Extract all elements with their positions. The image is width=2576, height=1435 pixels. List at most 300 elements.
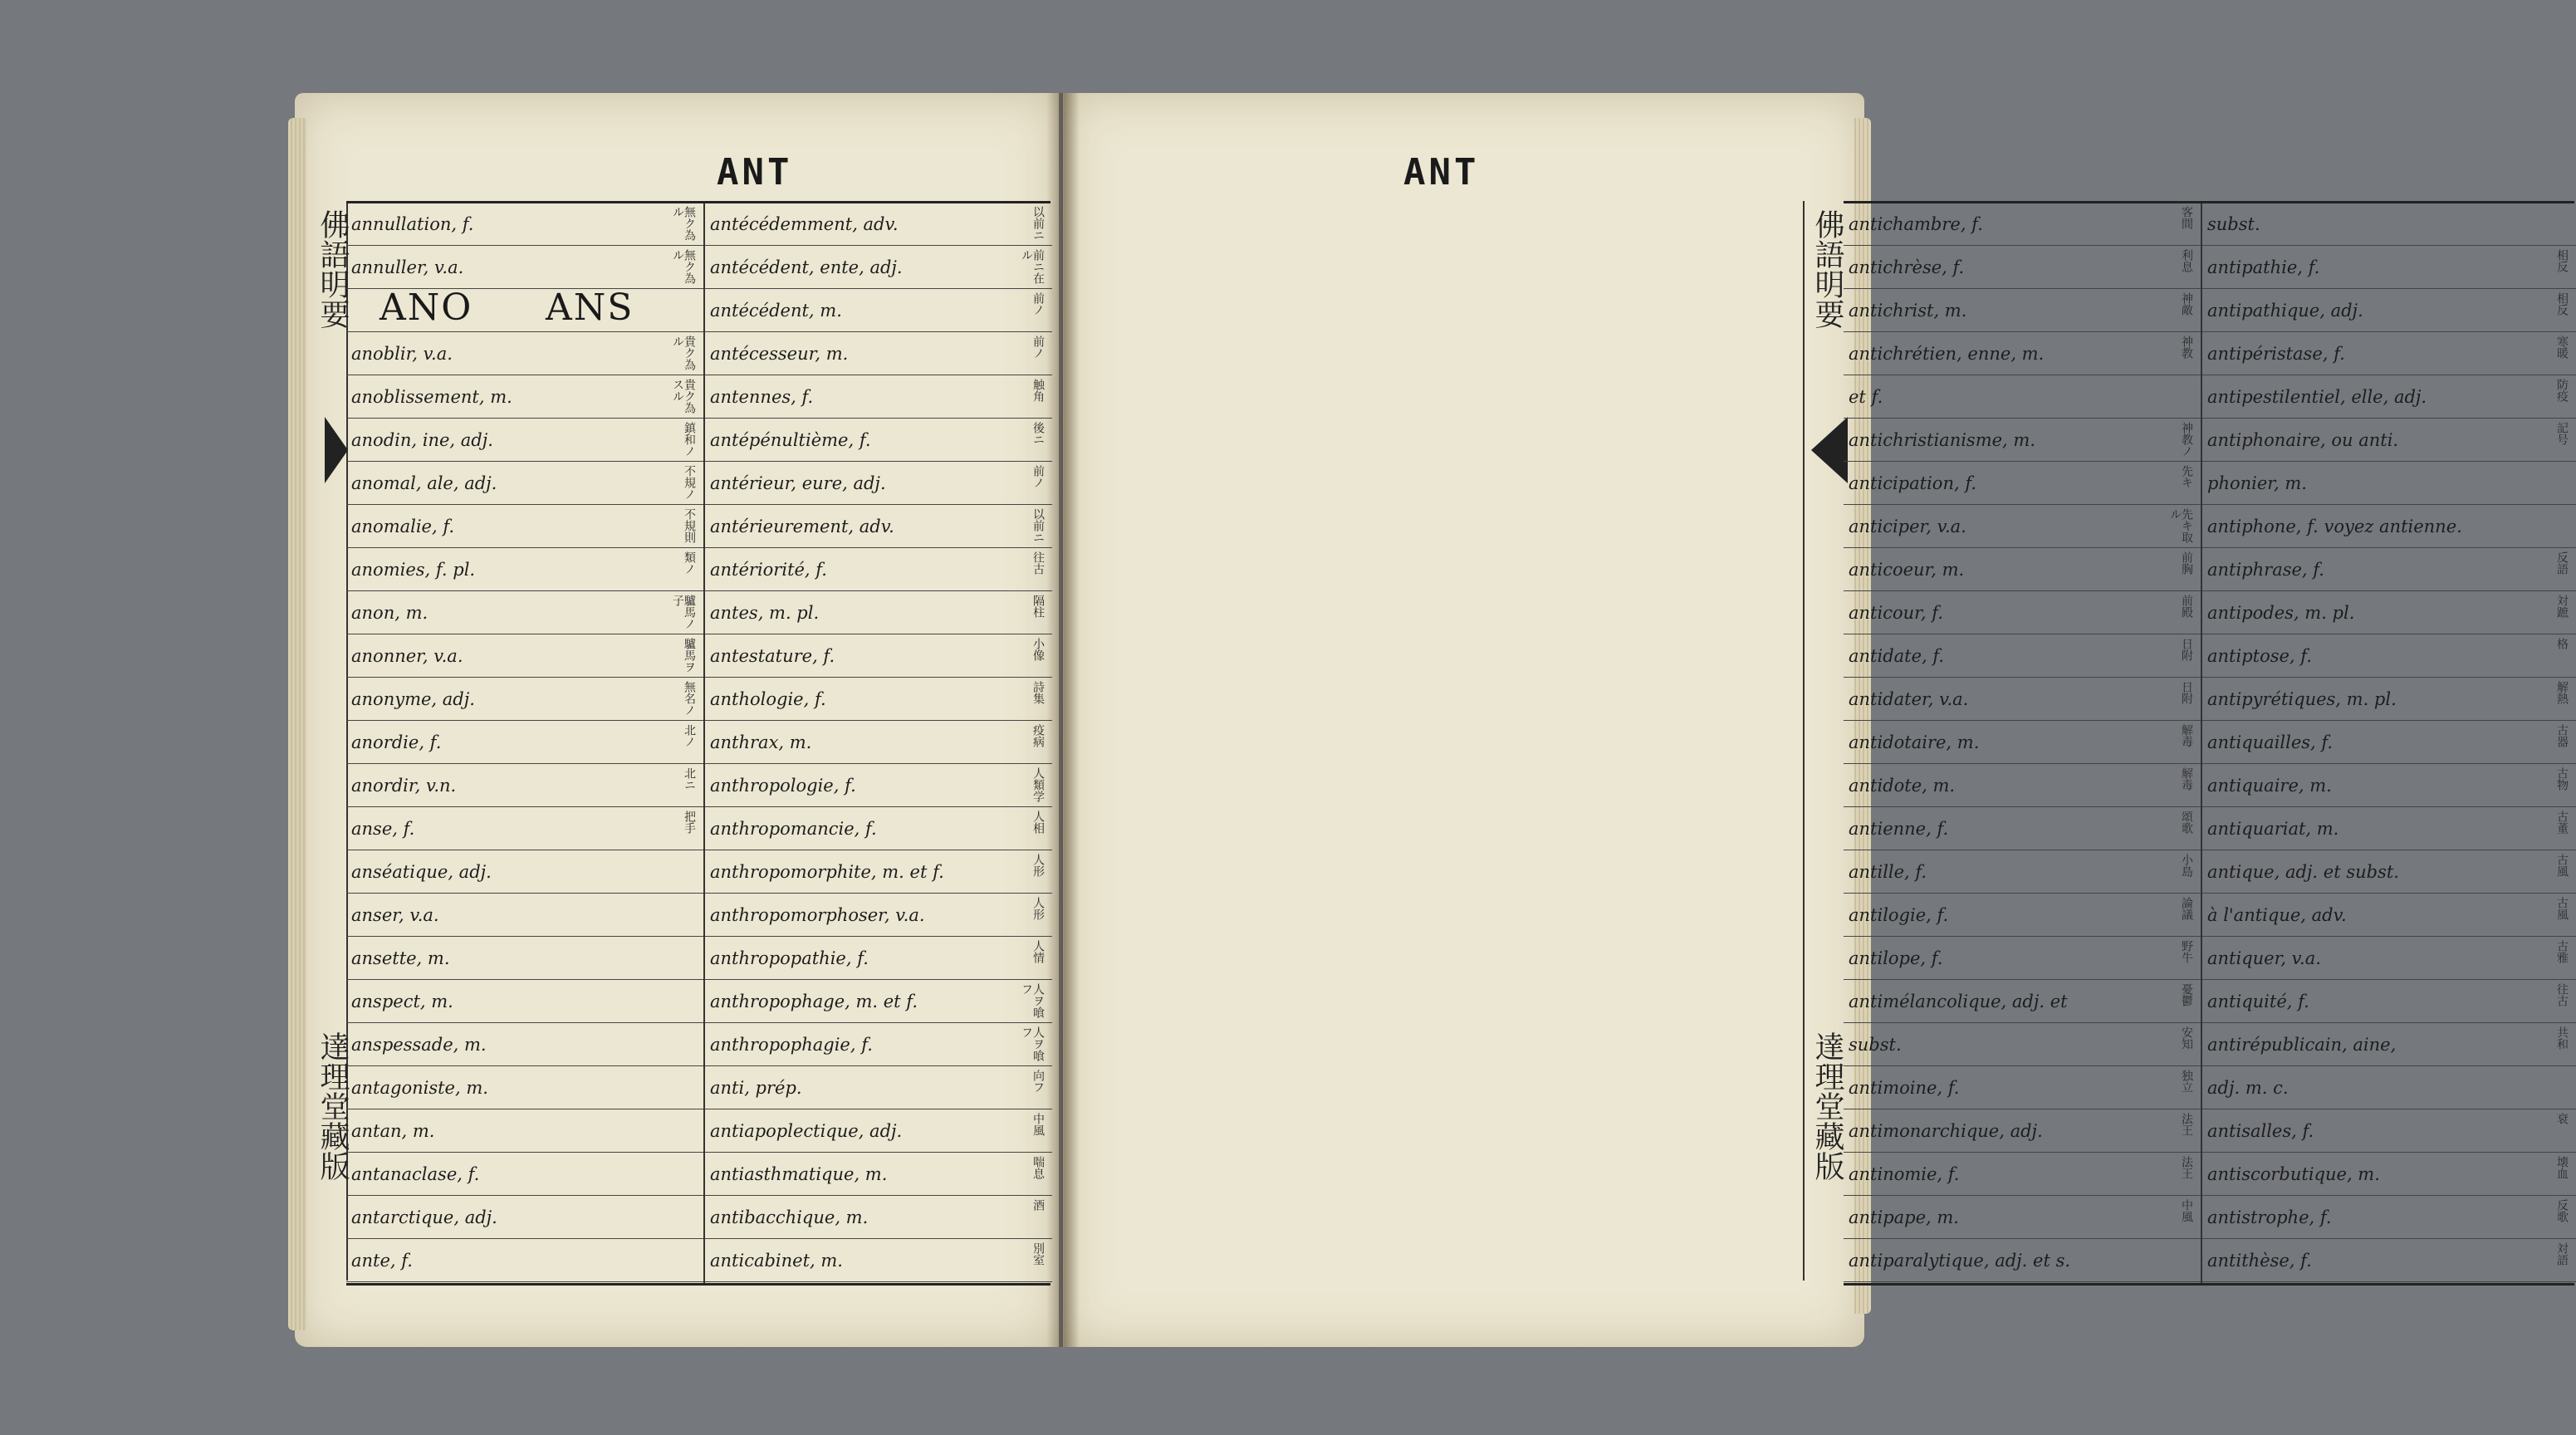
entry-headword: antidate, f.: [1849, 646, 1945, 666]
entry-row: [2202, 592, 2576, 634]
entry-headword: subst.: [2207, 214, 2260, 234]
right-fish-tail-mark: [1811, 417, 1848, 483]
entry-headword: antiasthmatique, m.: [710, 1164, 888, 1184]
entry-gloss: 往古: [2555, 983, 2569, 1006]
entry-headword: antiquaire, m.: [2207, 776, 2332, 796]
entry-row: [1844, 808, 2201, 850]
entry-headword: antipestilentiel, elle, adj.: [2207, 387, 2427, 407]
entry-row: [2202, 808, 2576, 850]
entry-gloss: 人形: [1031, 897, 1045, 920]
entry-row: [705, 808, 1052, 850]
entry-row: [1844, 894, 2201, 937]
entry-headword: antan, m.: [351, 1121, 435, 1141]
entry-gloss: 神敵: [2180, 292, 2193, 316]
entry-headword: antimonarchique, adj.: [1849, 1121, 2043, 1141]
left-page: [295, 93, 1059, 1347]
entry-headword: antiquité, f.: [2207, 992, 2309, 1011]
entry-headword: antipéristase, f.: [2207, 344, 2345, 364]
entry-row: [2202, 1024, 2576, 1066]
entry-row: [1844, 419, 2201, 462]
entry-headword: ansette, m.: [351, 948, 450, 968]
entry-headword: annuller, v.a.: [351, 257, 464, 277]
entry-gloss: 詩集: [1031, 681, 1045, 704]
entry-headword: à l'antique, adv.: [2207, 905, 2347, 925]
entry-gloss: 古風: [2555, 854, 2569, 877]
entry-headword: anspessade, m.: [351, 1035, 487, 1055]
entry-row: [1844, 1110, 2201, 1153]
entry-headword: antiptose, f.: [2207, 646, 2312, 666]
entry-gloss: 貴ク為ル: [671, 335, 696, 370]
entry-headword: antipyrétiques, m. pl.: [2207, 689, 2397, 709]
entry-headword: annullation, f.: [351, 214, 474, 234]
right-table: [1844, 201, 2574, 1286]
entry-headword: ante, f.: [351, 1251, 413, 1271]
entry-gloss: 驢馬ノ子: [671, 595, 696, 629]
entry-gloss: 不規則: [683, 508, 696, 543]
entry-row: [346, 463, 703, 505]
entry-headword: antanaclase, f.: [351, 1164, 480, 1184]
entry-row: [1844, 722, 2201, 764]
entry-headword: anti, prép.: [710, 1078, 802, 1098]
entry-headword: anthropophage, m. et f.: [710, 992, 918, 1011]
entry-headword: anon, m.: [351, 603, 429, 623]
entry-gloss: 前ノ: [1031, 335, 1045, 359]
entry-gloss: 利息: [2180, 249, 2193, 272]
entry-row: [346, 635, 703, 678]
entry-row: [2202, 851, 2576, 894]
entry-headword: antiphrase, f.: [2207, 560, 2324, 580]
entry-row: [2202, 1110, 2576, 1153]
entry-gloss: 対語: [2555, 1242, 2569, 1266]
left-column-1: [346, 203, 703, 1283]
entry-headword: antériorité, f.: [710, 560, 827, 580]
entry-gloss: 相反: [2555, 292, 2569, 316]
entry-headword: anspect, m.: [351, 992, 453, 1011]
entry-row: [1844, 1153, 2201, 1196]
entry-gloss: 隔柱: [1031, 595, 1045, 618]
entry-gloss: 古雅: [2555, 940, 2569, 963]
entry-row: [2202, 203, 2576, 246]
entry-row: [1844, 981, 2201, 1023]
entry-gloss: 人類学: [1031, 767, 1045, 802]
entry-row: [346, 722, 703, 764]
right-column-1: [1844, 203, 2201, 1283]
entry-gloss: 格: [2555, 638, 2569, 649]
entry-headword: antichrèse, f.: [1849, 257, 1965, 277]
entry-gloss: 以前ニ: [1031, 508, 1045, 543]
entry-row: [1844, 376, 2201, 419]
entry-gloss: 先キ取ル: [2168, 508, 2193, 543]
right-page-header: ANT: [1403, 151, 1480, 193]
entry-row: [2202, 419, 2576, 462]
entry-row: [1844, 938, 2201, 980]
entry-row: [2202, 506, 2576, 548]
entry-headword: anodin, ine, adj.: [351, 430, 493, 450]
entry-headword: antithèse, f.: [2207, 1251, 2312, 1271]
left-fish-tail-mark: [325, 417, 348, 483]
entry-row: [705, 333, 1052, 375]
entry-headword: antipathique, adj.: [2207, 301, 2363, 321]
entry-headword: antennes, f.: [710, 387, 814, 407]
entry-gloss: 古物: [2555, 767, 2569, 791]
entry-headword: antiapoplectique, adj.: [710, 1121, 903, 1141]
entry-row: [2202, 765, 2576, 807]
entry-row: [2202, 894, 2576, 937]
right-spine-strip: [1803, 201, 1848, 1281]
entry-row: [705, 592, 1052, 634]
entry-row: [705, 678, 1052, 721]
entry-headword: antichristianisme, m.: [1849, 430, 2035, 450]
entry-gloss: 寒暖: [2555, 335, 2569, 359]
entry-row: [1844, 203, 2201, 246]
entry-gloss: 向フ: [1031, 1070, 1045, 1093]
entry-row: [1844, 851, 2201, 894]
entry-headword: anomalie, f.: [351, 517, 455, 536]
entry-gloss: 北ニ: [683, 767, 696, 791]
entry-row: [346, 592, 703, 634]
entry-headword: antiphone, f. voyez antienne.: [2207, 517, 2462, 536]
entry-headword: antécédent, m.: [710, 301, 842, 321]
entry-gloss: 神教: [2180, 335, 2193, 359]
entry-headword: antidote, m.: [1849, 776, 1956, 796]
entry-gloss: 前ノ: [1031, 465, 1045, 488]
entry-headword: antiquariat, m.: [2207, 819, 2339, 839]
entry-headword: antestature, f.: [710, 646, 835, 666]
entry-gloss: 人ヲ喰フ: [1020, 1026, 1045, 1061]
entry-gloss: 法王: [2180, 1156, 2193, 1179]
entry-row: [2202, 722, 2576, 764]
left-page-edge: [288, 118, 306, 1330]
entry-row: [346, 1153, 703, 1196]
entry-row: [705, 1197, 1052, 1239]
entry-gloss: 古器: [2555, 724, 2569, 747]
entry-headword: antidater, v.a.: [1849, 689, 1969, 709]
entry-headword: anticabinet, m.: [710, 1251, 843, 1271]
entry-headword: anticoeur, m.: [1849, 560, 1965, 580]
entry-row: [1844, 678, 2201, 721]
entry-headword: anonner, v.a.: [351, 646, 463, 666]
entry-gloss: 憂鬱: [2180, 983, 2193, 1006]
entry-row: [705, 506, 1052, 548]
entry-headword: antinomie, f.: [1849, 1164, 1960, 1184]
entry-row: [1844, 592, 2201, 634]
left-page-header: ANT: [717, 151, 793, 193]
entry-gloss: 類ノ: [683, 551, 696, 575]
entry-row: [705, 894, 1052, 937]
entry-row: [2202, 1240, 2576, 1282]
entry-headword: anticiper, v.a.: [1849, 517, 1966, 536]
entry-gloss: 触角: [1031, 379, 1045, 402]
entry-row: [2202, 981, 2576, 1023]
entry-row: [705, 938, 1052, 980]
entry-row: [705, 1110, 1052, 1153]
entry-headword: antiquer, v.a.: [2207, 948, 2321, 968]
entry-gloss: 中風: [2180, 1199, 2193, 1222]
entry-row: [346, 808, 703, 850]
entry-row: [1844, 247, 2201, 289]
entry-gloss: 法王: [2180, 1113, 2193, 1136]
entry-gloss: 安知: [2180, 1026, 2193, 1050]
entry-headword: anoblissement, m.: [351, 387, 512, 407]
entry-gloss: 中風: [1031, 1113, 1045, 1136]
entry-headword: anomies, f. pl.: [351, 560, 476, 580]
right-spine-publisher: 達理堂藏版: [1810, 1031, 1844, 1181]
subhead-ans: ANS: [546, 287, 634, 329]
entry-gloss: 後ニ: [1031, 422, 1045, 445]
entry-row: [346, 333, 703, 375]
entry-row: [705, 1024, 1052, 1066]
entry-headword: anthologie, f.: [710, 689, 826, 709]
entry-gloss: 日附: [2180, 638, 2193, 661]
entry-gloss: 疫病: [1031, 724, 1045, 747]
entry-gloss: 客間: [2180, 206, 2193, 229]
entry-row: [1844, 1197, 2201, 1239]
entry-headword: antiphonaire, ou anti.: [2207, 430, 2399, 450]
entry-headword: phonier, m.: [2207, 473, 2307, 493]
right-spine-title: 佛語明要: [1810, 209, 1844, 329]
entry-row: [346, 419, 703, 462]
entry-gloss: 対蹠: [2555, 595, 2569, 618]
entry-row: [1844, 506, 2201, 548]
entry-headword: anordie, f.: [351, 732, 442, 752]
entry-headword: antiquailles, f.: [2207, 732, 2334, 752]
entry-headword: antidotaire, m.: [1849, 732, 1980, 752]
entry-headword: anthropophagie, f.: [710, 1035, 873, 1055]
entry-row: [346, 765, 703, 807]
entry-row: [346, 506, 703, 548]
entry-headword: antiparalytique, adj. et s.: [1849, 1251, 2071, 1271]
entry-headword: antérieur, eure, adj.: [710, 473, 886, 493]
entry-gloss: 小島: [2180, 854, 2193, 877]
entry-headword: antécédemment, adv.: [710, 214, 899, 234]
entry-gloss: 無名ノ: [683, 681, 696, 716]
entry-gloss: 共和: [2555, 1026, 2569, 1050]
entry-row: [705, 549, 1052, 591]
entry-headword: anthropomorphite, m. et f.: [710, 862, 944, 882]
book-gutter: [1046, 93, 1080, 1347]
entry-headword: antichrétien, enne, m.: [1849, 344, 2045, 364]
entry-gloss: 前胸: [2180, 551, 2193, 575]
left-column-2: [703, 203, 1052, 1283]
entry-headword: antépénultième, f.: [710, 430, 871, 450]
entry-gloss: 人ヲ喰フ: [1020, 983, 1045, 1018]
entry-row: [346, 1197, 703, 1239]
entry-row: [346, 549, 703, 591]
entry-headword: antipathie, f.: [2207, 257, 2320, 277]
entry-gloss: 酒: [1031, 1199, 1045, 1211]
entry-row: [1844, 1240, 2201, 1282]
entry-gloss: 独立: [2180, 1070, 2193, 1093]
entry-row: [2202, 635, 2576, 678]
entry-headword: anser, v.a.: [351, 905, 439, 925]
entry-row: [1844, 333, 2201, 375]
entry-row: [705, 1240, 1052, 1282]
entry-gloss: 貴ク為スル: [671, 379, 696, 414]
entry-headword: antiscorbutique, m.: [2207, 1164, 2380, 1184]
entry-headword: adj. m. c.: [2207, 1078, 2289, 1098]
entry-row: [2202, 1067, 2576, 1109]
entry-headword: anordir, v.n.: [351, 776, 457, 796]
entry-row: [705, 635, 1052, 678]
entry-headword: antarctique, adj.: [351, 1207, 497, 1227]
entry-row: [1844, 635, 2201, 678]
entry-headword: antique, adj. et subst.: [2207, 862, 2399, 882]
entry-headword: antécédent, ente, adj.: [710, 257, 903, 277]
entry-gloss: 鎮和ノ: [683, 422, 696, 457]
entry-row: [2202, 678, 2576, 721]
entry-headword: anse, f.: [351, 819, 415, 839]
entry-row: [346, 1067, 703, 1109]
entry-gloss: 論議: [2180, 897, 2193, 920]
entry-row: [705, 419, 1052, 462]
entry-headword: antienne, f.: [1849, 819, 1949, 839]
entry-row: [705, 203, 1052, 246]
entry-headword: anséatique, adj.: [351, 862, 492, 882]
entry-headword: anthropomorphoser, v.a.: [710, 905, 925, 925]
entry-gloss: 衰: [2555, 1113, 2569, 1124]
left-spine-publisher: 達理堂藏版: [316, 1031, 350, 1181]
open-book: [295, 93, 2569, 1347]
entry-headword: antes, m. pl.: [710, 603, 820, 623]
left-spine-title: 佛語明要: [316, 209, 350, 329]
entry-gloss: 別室: [1031, 1242, 1045, 1266]
entry-row: [705, 722, 1052, 764]
entry-gloss: 解熱: [2555, 681, 2569, 704]
entry-row: [346, 981, 703, 1023]
entry-gloss: 日附: [2180, 681, 2193, 704]
entry-row: [705, 1153, 1052, 1196]
entry-row: [346, 203, 703, 246]
entry-headword: antilogie, f.: [1849, 905, 1949, 925]
entry-gloss: 記号: [2555, 422, 2569, 445]
right-column-2: [2201, 203, 2576, 1283]
entry-row: [2202, 463, 2576, 505]
entry-gloss: 前ニ在ル: [1020, 249, 1045, 284]
entry-headword: antipape, m.: [1849, 1207, 1959, 1227]
entry-row: [705, 376, 1052, 419]
entry-headword: anthropopathie, f.: [710, 948, 869, 968]
entry-gloss: 古風: [2555, 897, 2569, 920]
entry-row: [1844, 1067, 2201, 1109]
entry-gloss: 頌歌: [2180, 811, 2193, 834]
entry-headword: antibacchique, m.: [710, 1207, 869, 1227]
entry-row: [2202, 333, 2576, 375]
entry-row: [705, 765, 1052, 807]
entry-headword: anticipation, f.: [1849, 473, 1977, 493]
entry-row: [705, 463, 1052, 505]
entry-gloss: 以前ニ: [1031, 206, 1045, 241]
entry-headword: anticour, f.: [1849, 603, 1943, 623]
entry-row: [1844, 549, 2201, 591]
entry-headword: antistrophe, f.: [2207, 1207, 2332, 1227]
entry-gloss: 人相: [1031, 811, 1045, 834]
entry-row: [346, 376, 703, 419]
entry-row: [346, 247, 703, 289]
entry-row: [346, 678, 703, 721]
entry-gloss: 野牛: [2180, 940, 2193, 963]
entry-gloss: 相反: [2555, 249, 2569, 272]
entry-gloss: 防疫: [2555, 379, 2569, 402]
entry-gloss: 小像: [1031, 638, 1045, 661]
entry-row: [705, 981, 1052, 1023]
entry-row: [2202, 1197, 2576, 1239]
entry-row: [705, 851, 1052, 894]
entry-headword: antilope, f.: [1849, 948, 1943, 968]
entry-row: [2202, 549, 2576, 591]
right-page: [1063, 93, 2569, 1347]
left-table: [346, 201, 1050, 1286]
entry-headword: antagoniste, m.: [351, 1078, 488, 1098]
entry-gloss: 驢馬ヲ: [683, 638, 696, 673]
entry-row: [2202, 1153, 2576, 1196]
entry-gloss: 先キ: [2180, 465, 2193, 488]
entry-headword: antécesseur, m.: [710, 344, 849, 364]
left-spine-strip: [310, 201, 348, 1281]
entry-gloss: 無ク為ル: [671, 206, 696, 241]
entry-row: [346, 1024, 703, 1066]
entry-headword: anonyme, adj.: [351, 689, 475, 709]
entry-headword: anomal, ale, adj.: [351, 473, 497, 493]
entry-gloss: 北ノ: [683, 724, 696, 747]
entry-gloss: 解毒: [2180, 767, 2193, 791]
entry-gloss: 前ノ: [1031, 292, 1045, 316]
entry-row: [2202, 376, 2576, 419]
entry-row: [705, 290, 1052, 332]
entry-headword: et f.: [1849, 387, 1883, 407]
entry-gloss: 壊血: [2555, 1156, 2569, 1179]
entry-row: [705, 1067, 1052, 1109]
entry-headword: anoblir, v.a.: [351, 344, 453, 364]
entry-row: [2202, 290, 2576, 332]
entry-row: [705, 247, 1052, 289]
entry-gloss: 人形: [1031, 854, 1045, 877]
entry-row: [1844, 463, 2201, 505]
entry-row: [1844, 290, 2201, 332]
entry-headword: subst.: [1849, 1035, 1902, 1055]
entry-headword: antérieurement, adv.: [710, 517, 894, 536]
entry-headword: anthropomancie, f.: [710, 819, 877, 839]
entry-headword: anthropologie, f.: [710, 776, 856, 796]
entry-gloss: 反語: [2555, 551, 2569, 575]
entry-row: [346, 1110, 703, 1153]
entry-row: [346, 938, 703, 980]
entry-gloss: 不規ノ: [683, 465, 696, 500]
entry-headword: antichrist, m.: [1849, 301, 1967, 321]
entry-row: [1844, 1024, 2201, 1066]
entry-gloss: 解毒: [2180, 724, 2193, 747]
entry-headword: antimoine, f.: [1849, 1078, 1960, 1098]
entry-row: [346, 851, 703, 894]
entry-headword: antimélancolique, adj. et: [1849, 992, 2068, 1011]
entry-gloss: 前殿: [2180, 595, 2193, 618]
entry-gloss: 無ク為ル: [671, 249, 696, 284]
entry-gloss: 把手: [683, 811, 696, 834]
entry-gloss: 人情: [1031, 940, 1045, 963]
entry-row: [346, 894, 703, 937]
entry-headword: antipodes, m. pl.: [2207, 603, 2355, 623]
entry-headword: antille, f.: [1849, 862, 1927, 882]
entry-headword: antisalles, f.: [2207, 1121, 2314, 1141]
entry-row: [1844, 765, 2201, 807]
entry-gloss: 古董: [2555, 811, 2569, 834]
entry-headword: antirépublicain, aine,: [2207, 1035, 2397, 1055]
entry-gloss: 喘息: [1031, 1156, 1045, 1179]
entry-headword: antichambre, f.: [1849, 214, 1983, 234]
entry-headword: anthrax, m.: [710, 732, 812, 752]
entry-gloss: 往古: [1031, 551, 1045, 575]
entry-gloss: 反歌: [2555, 1199, 2569, 1222]
subhead-ano: ANO: [380, 287, 473, 329]
